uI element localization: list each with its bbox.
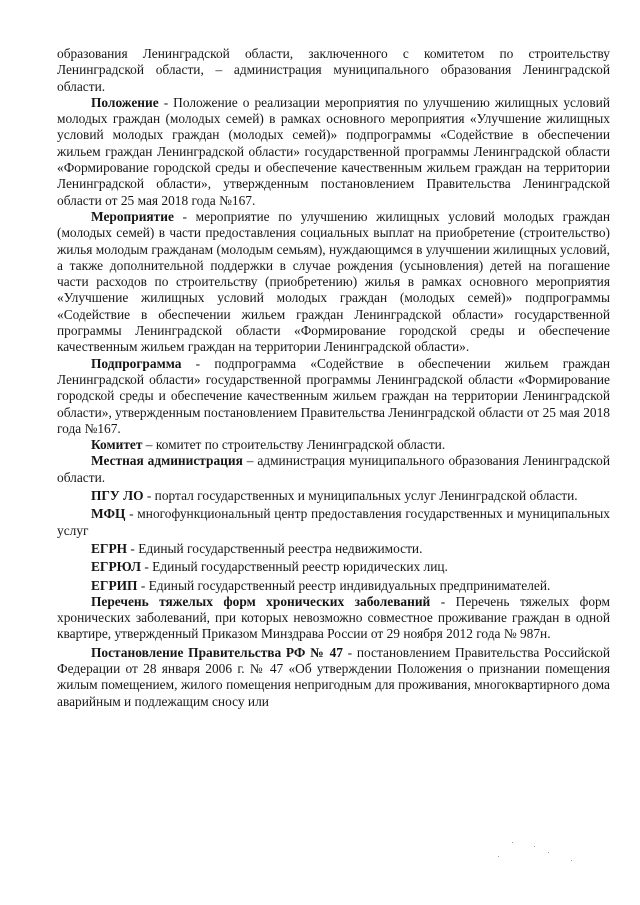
definition-term: Подпрограмма	[91, 355, 182, 371]
definition-egrip	[57, 578, 610, 594]
definition-text: - мероприятие по улучшению жилищных условий молодых граждан (молодых семей) в части предоставления социальных выплат на приобретение (строительство) жилья молодым гражданам (молодым семьям), нуждающимся в улучшении жилищных условий, а также дополнительной поддержки в случае рождения (усыновления) детей на погашение части расходов по строительству (приобретению) жилья в рамках основного мероприятия «Улучшение жилищных условий молодых граждан (молодых семей)» подпрограммы «Содействие в обеспечении жильем граждан Ленинградской области» государственной программы Ленинградской области «Формирование городской среды и обеспечение качественным жильем граждан на территории Ленинградской области».	[57, 208, 610, 355]
definition-term: ПГУ ЛО	[91, 488, 144, 504]
definition-text: – комитет по строительству Ленинградской области.	[142, 437, 446, 453]
definition-text: - Перечень тяжелых форм хронических заболеваний, при которых невозможно совместное проживание граждан в одной квартире, утвержденный Приказом Минздрава России от 29 ноября 2012 года № 987н.	[57, 593, 610, 642]
definition-term: ЕГРИП	[91, 577, 138, 593]
definition-text: - Единый государственный реестр индивидуальных предпринимателей.	[137, 577, 551, 593]
definition-egrn	[57, 541, 610, 557]
definition-polozhenie	[57, 95, 610, 209]
definition-mestnaya-administratsiya	[57, 453, 610, 486]
definition-term: Положение	[91, 94, 159, 110]
scan-speck	[571, 860, 572, 861]
definition-text: - многофункциональный центр предоставления государственных и муниципальных услуг	[57, 506, 610, 538]
scan-speck	[548, 852, 549, 853]
paragraph-text: образования Ленинградской области, заключенного с комитетом по строительству Ленинградской области, – администрация муниципального образования Ленинградской области.	[57, 46, 610, 94]
definition-term: Постановление Правительства РФ № 47	[91, 644, 343, 660]
definition-text: - Положение о реализации мероприятия по улучшению жилищных условий молодых граждан (молодых семей) в рамках основного мероприятия «Улучшение жилищных условий молодых граждан (молодых семей)» подпрограммы «Содействие в обеспечении жильем граждан Ленинградской области» государственной программы Ленинградской области «Формирование городской среды и обеспечение качественным жильем граждан на территории Ленинградской области», утвержденным постановлением Правительства Ленинградской области от 25 мая 2018 года №167.	[57, 94, 610, 208]
definition-komitet	[57, 437, 610, 453]
definition-term: Мероприятие	[91, 208, 174, 224]
scan-speck	[498, 856, 499, 857]
definition-text: - подпрограмма «Содействие в обеспечении жильем граждан Ленинградской области» государственной программы Ленинградской области «Формирование городской среды и обеспечение качественным жильем граждан на территории Ленинградской области», утвержденным постановлением Правительства Ленинградской области от 25 мая 2018 года №167.	[57, 355, 610, 436]
definition-term: Местная администрация	[91, 453, 243, 469]
definition-term: Комитет	[91, 437, 143, 453]
definition-text: - портал государственных и муниципальных услуг Ленинградской области.	[143, 488, 578, 504]
definition-term: Перечень тяжелых форм хронических заболеваний	[91, 593, 431, 609]
definition-text: - Единый государственный реестра недвижимости.	[127, 540, 423, 556]
scan-speck	[512, 842, 513, 843]
definition-term: ЕГРЮЛ	[91, 559, 142, 575]
paragraph-continuation	[57, 46, 610, 95]
definition-egryul	[57, 559, 610, 575]
definition-perechen-zabolevaniy	[57, 594, 610, 643]
definition-term: ЕГРН	[91, 540, 128, 556]
definition-pgu-lo	[57, 488, 610, 504]
definition-text: - постановлением Правительства Российской Федерации от 28 января 2006 г. № 47 «Об утверждении Положения о признании помещения жилым помещением, жилого помещения непригодным для проживания, многоквартирного дома аварийным и подлежащим сносу или	[57, 644, 610, 709]
scan-speck	[534, 846, 535, 847]
definition-text: – администрация муниципального образования Ленинградской области.	[57, 453, 610, 485]
definition-term: МФЦ	[91, 506, 126, 522]
definition-text: - Единый государственный реестр юридических лиц.	[141, 559, 448, 575]
definition-meropriyatie	[57, 209, 610, 356]
definition-postanovlenie-47	[57, 645, 610, 710]
definition-mfc	[57, 506, 610, 539]
definition-podprogramma	[57, 356, 610, 437]
